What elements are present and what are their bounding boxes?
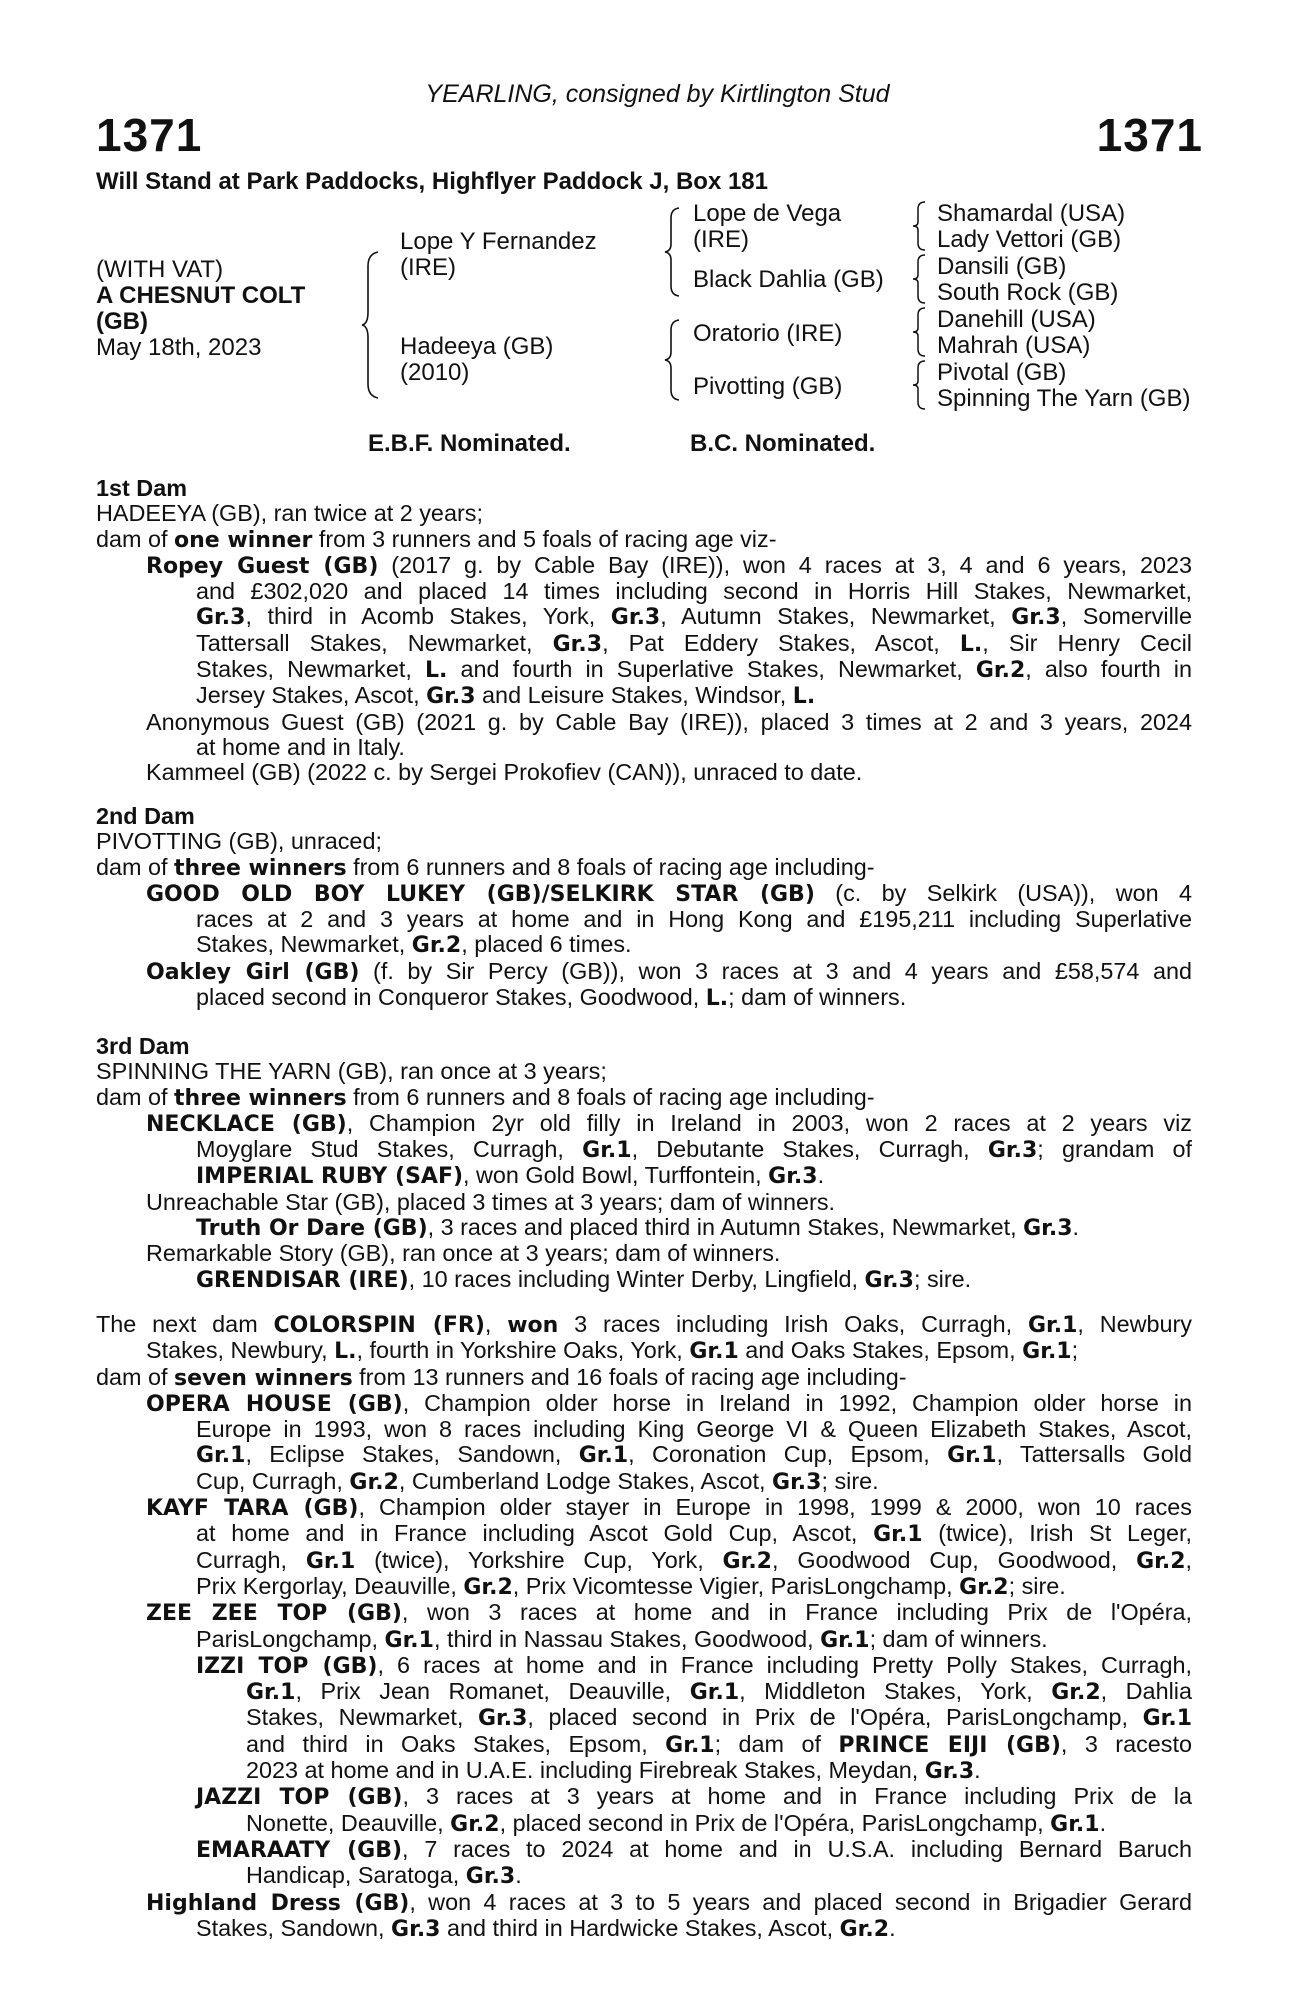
bold-text: Gr.1	[1022, 1339, 1072, 1365]
sire-sire-name: Lope de Vega	[693, 200, 842, 227]
text-run: , Cumberland Lodge Stakes, Ascot,	[398, 1467, 773, 1494]
bold-text: Gr.3	[772, 1469, 822, 1495]
text-run: from 13 runners and 16 foals of racing age including-	[352, 1363, 907, 1390]
bold-text: ZEE ZEE TOP (GB)	[146, 1601, 402, 1627]
bold-text: Gr.3	[552, 631, 603, 657]
bold-text: GOOD OLD BOY LUKEY (GB)/SELKIRK STAR (GB)	[146, 881, 815, 907]
produce-entry-cont	[96, 1758, 1192, 1784]
text-run: , 3 racesto	[1060, 1730, 1192, 1757]
grandsire-2: Dansili (GB)	[937, 253, 1067, 280]
bold-text: Gr.3	[1023, 1216, 1073, 1242]
text-run: and Oaks Stakes, Epsom,	[738, 1337, 1023, 1364]
bold-text: NECKLACE (GB)	[146, 1111, 347, 1137]
text-run: , Autumn Stakes, Newmarket,	[660, 603, 1012, 630]
produce-entry	[96, 1890, 1192, 1916]
text-run: ; sire.	[821, 1467, 879, 1494]
produce-entry	[96, 1111, 1192, 1137]
bold-text: Gr.3	[391, 1916, 441, 1942]
bold-text: Gr.1	[1142, 1706, 1192, 1732]
text-run: Nonette, Deauville,	[246, 1809, 451, 1836]
text-run: (2017 g. by Cable Bay (IRE)), won 4 races at 3, 4 and 6 years, 2023	[378, 551, 1192, 578]
text-run: Stakes, Newbury,	[146, 1337, 335, 1364]
bold-text: Gr.3	[1011, 605, 1061, 631]
pedigree-brace-dam	[663, 318, 683, 402]
produce-entry-cont	[96, 1916, 1192, 1942]
text-run: , 3 races at 3 years at home and in France including Prix de la	[402, 1783, 1192, 1810]
pedigree-brace-g1	[912, 200, 928, 252]
bold-text: JAZZI TOP (GB)	[196, 1785, 403, 1811]
produce-entry	[96, 959, 1192, 985]
produce-entry-cont	[96, 932, 1192, 958]
text-run: dam of	[96, 1083, 175, 1110]
produce-entry-cont	[96, 1548, 1192, 1574]
text-run: ;	[1071, 1337, 1079, 1364]
next-dam-section	[96, 1312, 1192, 1942]
bold-text: Gr.3	[987, 1138, 1038, 1164]
sire-country: (IRE)	[400, 254, 456, 281]
text-run: , also fourth in	[1025, 656, 1192, 683]
text-run: Kammeel (GB) (2022 c. by Sergei Prokofiev (CAN)), unraced to date.	[146, 759, 863, 786]
text-run: .	[1099, 1809, 1107, 1836]
text-run: , third in Acomb Stakes, York,	[245, 603, 611, 630]
text-run: Stakes, Sandown,	[196, 1914, 392, 1941]
bold-text: Gr.3	[196, 605, 246, 631]
text-run: , Coronation Cup, Epsom,	[628, 1441, 948, 1468]
granddam-3: Mahrah (USA)	[937, 332, 1091, 359]
stand-location: Will Stand at Park Paddocks, Highflyer Paddock J, Box 181	[96, 168, 768, 195]
text-run: , Champion older stayer in Europe in 1998, 1999 & 2000, won 10 races	[358, 1494, 1192, 1521]
produce-entry-cont	[96, 1811, 1192, 1837]
text-run: Cup, Curragh,	[196, 1467, 350, 1494]
text-run: , Middleton Stakes, York,	[739, 1678, 1052, 1705]
dam-description: HADEEYA (GB), ran twice at 2 years;	[96, 500, 483, 527]
bold-text: Gr.3	[924, 1759, 975, 1785]
bold-text: Gr.1	[1050, 1811, 1100, 1837]
text-run: , Tattersalls Gold	[996, 1441, 1192, 1468]
text-run: (c. by Selkirk (USA)), won 4	[814, 879, 1192, 906]
produce-entry-cont	[96, 1679, 1192, 1705]
bold-text: Gr.1	[384, 1627, 434, 1653]
text-run: (twice), Yorkshire Cup, York,	[355, 1546, 723, 1573]
bold-text: PRINCE EIJI (GB)	[838, 1732, 1061, 1758]
produce-entry-cont	[96, 1705, 1192, 1731]
produce-entry-cont	[96, 1863, 1192, 1889]
text-run: Jersey Stakes, Ascot,	[196, 682, 427, 709]
text-run: The next dam	[96, 1311, 274, 1337]
bold-text: Gr.1	[820, 1627, 870, 1653]
bold-text: IMPERIAL RUBY (SAF)	[196, 1164, 464, 1190]
bold-text: L.	[705, 986, 729, 1012]
bold-text: Gr.3	[426, 684, 476, 710]
produce-entry	[96, 1784, 1192, 1810]
text-run: , won 3 races at home and in France including Prix de l'Opéra,	[401, 1599, 1192, 1626]
granddam-4: Spinning The Yarn (GB)	[937, 385, 1191, 412]
text-run: , Prix Vicomtesse Vigier, ParisLongchamp,	[512, 1572, 960, 1599]
text-run: and £302,020 and placed 14 times including second in Horris Hill Stakes, Newmarket,	[196, 578, 1192, 605]
text-run: , 3 races and placed third in Autumn Stakes, Newmarket,	[427, 1214, 1024, 1241]
produce-entry	[96, 1241, 1192, 1266]
produce-entry-cont	[96, 735, 1192, 760]
grandsire-4: Pivotal (GB)	[937, 359, 1067, 386]
first-dam-section	[96, 476, 1192, 786]
foaling-date: May 18th, 2023	[96, 334, 262, 361]
dam-description-cont	[96, 1338, 1192, 1364]
text-run: , Champion 2yr old filly in Ireland in 2003, won 2 races at 2 years viz	[346, 1109, 1192, 1136]
text-run: (f. by Sir Percy (GB)), won 3 races at 3 and 4 years and £58,574 and	[359, 957, 1192, 984]
text-run: .	[515, 1862, 522, 1889]
text-run: Tattersall Stakes, Newmarket,	[196, 629, 553, 656]
text-run: , Pat Eddery Stakes, Ascot,	[602, 629, 960, 656]
text-run: , Prix Jean Romanet, Deauville,	[295, 1678, 690, 1705]
pedigree-brace-main	[360, 250, 384, 400]
text-run: and third in Oaks Stakes, Epsom,	[246, 1730, 666, 1757]
bold-text: one winner	[174, 527, 313, 553]
bold-text: Gr.2	[450, 1811, 500, 1837]
dam-produce-summary	[96, 1085, 1192, 1111]
pedigree-brace-g4	[912, 359, 928, 411]
bold-text: Gr.3	[477, 1706, 528, 1732]
produce-entry-cont	[96, 1163, 1192, 1189]
produce-entry-cont	[96, 1521, 1192, 1547]
consignment-subtitle: YEARLING, consigned by Kirtlington Stud	[425, 80, 890, 108]
grandsire-1: Shamardal (USA)	[937, 200, 1126, 227]
bold-text: L.	[424, 658, 448, 684]
text-run: ; dam of	[714, 1730, 839, 1757]
bold-text: Gr.2	[349, 1469, 399, 1495]
produce-entry	[96, 1600, 1192, 1626]
text-run: Stakes, Newmarket,	[196, 931, 412, 958]
text-run: , Sir Henry Cecil	[982, 629, 1192, 656]
bold-text: OPERA HOUSE (GB)	[146, 1391, 403, 1417]
bold-text: Gr.3	[610, 605, 661, 631]
pedigree-brace-g2	[912, 253, 928, 305]
text-run: Unreachable Star (GB), placed 3 times at 3 years; dam of winners.	[146, 1188, 836, 1215]
produce-entry-cont	[96, 657, 1192, 683]
bold-text: KAYF TARA (GB)	[146, 1496, 359, 1522]
bold-text: L.	[959, 631, 983, 657]
text-run: , 10 races including Winter Derby, Lingfield,	[408, 1265, 865, 1292]
bold-text: Gr.1	[689, 1339, 739, 1365]
produce-entry-cont	[96, 683, 1192, 709]
text-run: , placed second in Prix de l'Opéra, ParisLongchamp,	[499, 1809, 1051, 1836]
bold-text: Gr.1	[1027, 1313, 1078, 1338]
text-run: and Leisure Stakes, Windsor,	[475, 682, 793, 709]
text-run: ; sire.	[913, 1265, 972, 1292]
produce-entry	[96, 553, 1192, 579]
text-run: dam of	[96, 1363, 175, 1390]
dam-produce-summary	[96, 855, 1192, 881]
text-run: ,	[1185, 1546, 1192, 1573]
bold-text: Gr.2	[1136, 1548, 1186, 1574]
text-run: Remarkable Story (GB), ran once at 3 years; dam of winners.	[146, 1240, 781, 1267]
dam-produce-summary	[96, 527, 1192, 553]
text-run: Europe in 1993, won 8 races including King George VI & Queen Elizabeth Stakes, Ascot,	[196, 1416, 1192, 1443]
text-run: .	[1072, 1214, 1080, 1241]
bc-nomination: B.C. Nominated.	[690, 430, 876, 457]
bold-text: Gr.1	[947, 1443, 997, 1469]
bold-text: EMARAATY (GB)	[196, 1837, 403, 1863]
text-run: Curragh,	[196, 1546, 306, 1573]
produce-entry	[96, 1391, 1192, 1417]
produce-entry-cont	[96, 1137, 1192, 1163]
text-run: Handicap, Saratoga,	[246, 1862, 466, 1889]
text-run: .	[974, 1757, 981, 1784]
produce-entry-cont	[96, 1442, 1192, 1468]
text-run: at home and in France including Ascot Gold Cup, Ascot,	[196, 1520, 874, 1547]
produce-entry-cont	[96, 1732, 1192, 1758]
bold-text: Gr.2	[1051, 1680, 1101, 1706]
text-run: , Newbury	[1077, 1311, 1192, 1337]
bold-text: COLORSPIN (FR)	[273, 1313, 485, 1338]
bold-text: Gr.1	[689, 1680, 740, 1706]
text-run: and third in Hardwicke Stakes, Ascot,	[440, 1914, 840, 1941]
sire-name: Lope Y Fernandez	[400, 228, 597, 255]
text-run: ; dam of winners.	[869, 1625, 1048, 1652]
text-run: Moyglare Stud Stakes, Curragh,	[196, 1136, 583, 1163]
produce-entry-cont	[96, 1574, 1192, 1600]
produce-entry-cont	[96, 1215, 1192, 1241]
produce-entry-cont	[96, 1267, 1192, 1293]
second-dam-section	[96, 804, 1192, 1011]
dam-dam-name: Pivotting (GB)	[693, 373, 843, 400]
text-run: , Eclipse Stakes, Sandown,	[245, 1441, 579, 1468]
produce-entry	[96, 1653, 1192, 1679]
text-run: .	[889, 1914, 896, 1941]
produce-entry-cont	[96, 985, 1192, 1011]
produce-entry	[96, 1190, 1192, 1215]
text-run: (twice), Irish St Leger,	[922, 1520, 1192, 1547]
produce-entry	[96, 881, 1192, 907]
text-run: , 6 races at home and in France including Pretty Polly Stakes, Curragh,	[377, 1651, 1192, 1678]
text-run: dam of	[96, 853, 175, 880]
bold-text: Gr.2	[411, 933, 462, 959]
produce-entry-cont	[96, 604, 1192, 630]
text-run: , won Gold Bowl, Turffontein,	[463, 1162, 769, 1189]
text-run: 2023 at home and in U.A.E. including Firebreak Stakes, Meydan,	[246, 1757, 925, 1784]
text-run: .	[817, 1162, 825, 1189]
bold-text: IZZI TOP (GB)	[196, 1653, 378, 1679]
section-heading: 3rd Dam	[96, 1033, 190, 1059]
produce-entry	[96, 1837, 1192, 1863]
produce-entry	[96, 710, 1192, 735]
bold-text: Gr.1	[578, 1443, 629, 1469]
pedigree-brace-sire	[663, 206, 683, 298]
text-run: , Champion older horse in Ireland in 1992, Champion older horse in	[402, 1389, 1192, 1416]
bold-text: Gr.3	[465, 1864, 516, 1890]
produce-entry	[96, 1495, 1192, 1521]
pedigree-brace-g3	[912, 306, 928, 358]
bold-text: Gr.2	[975, 658, 1026, 684]
text-run: , placed 6 times.	[461, 931, 632, 958]
produce-entry-cont	[96, 1417, 1192, 1442]
bold-text: GRENDISAR (IRE)	[196, 1267, 409, 1293]
bold-text: three winners	[174, 1085, 347, 1111]
text-run: Prix Kergorlay, Deauville,	[196, 1572, 464, 1599]
text-run: , won 4 races at 3 to 5 years and placed second in Brigadier Gerard	[409, 1888, 1192, 1915]
text-run: , third in Nassau Stakes, Goodwood,	[433, 1625, 821, 1652]
bold-text: Gr.2	[722, 1548, 772, 1574]
text-run: Stakes, Newmarket,	[246, 1704, 478, 1731]
horse-name: A CHESNUT COLT	[96, 282, 306, 309]
text-run: from 6 runners and 8 foals of racing age including-	[346, 1083, 875, 1110]
sire-dam-name: Black Dahlia (GB)	[693, 266, 884, 293]
section-heading: 1st Dam	[96, 475, 188, 501]
text-run: , Debutante Stakes, Curragh,	[631, 1136, 988, 1163]
bold-text: Truth Or Dare (GB)	[196, 1216, 428, 1242]
dam-description: SPINNING THE YARN (GB), ran once at 3 years;	[96, 1058, 607, 1085]
grandsire-3: Danehill (USA)	[937, 306, 1096, 333]
lot-number-right: 1371	[1096, 109, 1203, 161]
text-run: from 3 runners and 5 foals of racing age viz-	[312, 525, 777, 552]
text-run: at home and in Italy.	[196, 733, 405, 760]
bold-text: Gr.2	[959, 1574, 1009, 1600]
text-run: ; grandam of	[1037, 1136, 1193, 1163]
bold-text: Gr.1	[873, 1522, 923, 1548]
dam-year: (2010)	[400, 359, 470, 386]
produce-entry-cont	[96, 579, 1192, 604]
bold-text: Gr.1	[246, 1680, 296, 1706]
bold-text: Gr.3	[768, 1164, 818, 1190]
text-run: , Dahlia	[1100, 1678, 1192, 1705]
produce-entry-cont	[96, 631, 1192, 657]
bold-text: Gr.1	[582, 1138, 632, 1164]
text-run: Anonymous Guest (GB) (2021 g. by Cable Bay (IRE)), placed 3 times at 2 and 3 years, 2024	[146, 708, 1192, 735]
bold-text: L.	[334, 1339, 357, 1365]
dam-produce-summary	[96, 1365, 1192, 1391]
bold-text: Ropey Guest (GB)	[146, 553, 379, 579]
bold-text: Gr.3	[864, 1267, 914, 1293]
text-run: ParisLongchamp,	[196, 1625, 385, 1652]
produce-entry-cont	[96, 907, 1192, 932]
produce-entry-cont	[96, 1627, 1192, 1653]
dam-description: PIVOTTING (GB), unraced;	[96, 828, 382, 855]
text-run: , 7 races to 2024 at home and in U.S.A. including Bernard Baruch	[402, 1835, 1193, 1862]
ebf-nomination: E.B.F. Nominated.	[368, 430, 571, 457]
lot-number-left: 1371	[96, 109, 203, 161]
bold-text: L.	[792, 684, 816, 710]
dam-description	[96, 1312, 1192, 1338]
horse-name-country: (GB)	[96, 308, 148, 335]
produce-entry	[96, 760, 1192, 785]
text-run: Stakes, Newmarket,	[196, 656, 425, 683]
sire-sire-country: (IRE)	[693, 226, 749, 253]
text-run: ; sire.	[1008, 1572, 1066, 1599]
granddam-1: Lady Vettori (GB)	[937, 226, 1122, 253]
bold-text: Gr.1	[665, 1732, 715, 1758]
bold-text: three winners	[174, 855, 347, 881]
text-run: , Somerville	[1060, 603, 1192, 630]
dam-sire-name: Oratorio (IRE)	[693, 320, 843, 347]
bold-text: Gr.1	[196, 1443, 246, 1469]
bold-text: won	[507, 1313, 559, 1338]
text-run: , Goodwood Cup, Goodwood,	[771, 1546, 1137, 1573]
text-run: from 6 runners and 8 foals of racing age including-	[346, 853, 875, 880]
produce-entry-cont	[96, 1469, 1192, 1495]
vat-note: (WITH VAT)	[96, 256, 224, 283]
granddam-2: South Rock (GB)	[937, 279, 1119, 306]
bold-text: Oakley Girl (GB)	[146, 959, 360, 985]
bold-text: Gr.2	[839, 1916, 890, 1942]
text-run: races at 2 and 3 years at home and in Hong Kong and £195,211 including Superlative	[196, 906, 1192, 933]
text-run: and fourth in Superlative Stakes, Newmarket,	[447, 656, 976, 683]
bold-text: seven winners	[174, 1365, 353, 1391]
section-heading: 2nd Dam	[96, 803, 195, 829]
text-run: placed second in Conqueror Stakes, Goodwood,	[196, 984, 706, 1011]
text-run: , fourth in Yorkshire Oaks, York,	[356, 1337, 690, 1364]
text-run: , placed second in Prix de l'Opéra, ParisLongchamp,	[527, 1704, 1143, 1731]
text-run: ; dam of winners.	[728, 984, 907, 1011]
bold-text: Highland Dress (GB)	[146, 1890, 410, 1916]
third-dam-section	[96, 1034, 1192, 1293]
bold-text: Gr.2	[463, 1574, 513, 1600]
text-run: ,	[484, 1311, 508, 1337]
text-run: 3 races including Irish Oaks, Curragh,	[558, 1311, 1028, 1337]
dam-name: Hadeeya (GB)	[400, 333, 554, 360]
bold-text: Gr.1	[305, 1548, 356, 1574]
text-run: dam of	[96, 525, 175, 552]
